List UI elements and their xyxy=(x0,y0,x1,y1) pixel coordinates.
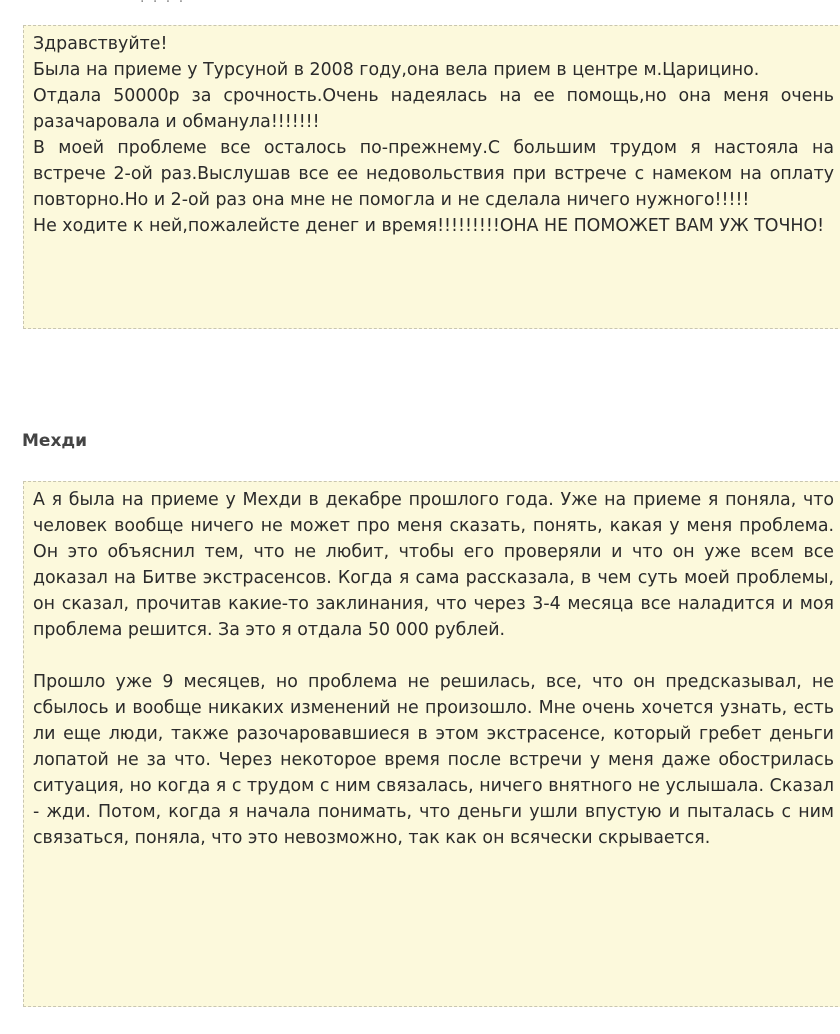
post-2-author: Мехди xyxy=(22,431,88,451)
post-1-line-1: Здравствуйте! xyxy=(33,34,168,54)
post-1-line-3: Отдала 50000р за срочность.Очень надеялась на ее помощь,но она меня очень разачаровала и обманула!!!!!!! xyxy=(33,86,834,132)
cut-off-header-text: · · · · xyxy=(140,0,186,10)
post-2-paragraph-2: Прошло уже 9 месяцев, но проблема не решилась, все, что он предсказывал, не сбылось и вообще никаких изменений не произошло. Мне очень хочется узнать, есть ли еще люди, также разочаровавшиеся в этом экстрасенсе, который гребет деньги лопатой не за что. Через некоторое время после встречи у меня даже обострилась ситуация, но когда я с трудом с ним связалась, ничего внятного не услышала. Сказал - жди. Потом, когда я начала понимать, что деньги ушли впустую и пыталась с ним связаться, поняла, что это невозможно, так как он всячески скрывается. xyxy=(33,672,834,848)
review-post-2 xyxy=(23,481,840,1007)
post-1-line-5: Не ходите к ней,пожалейсте денег и время!!!!!!!!!ОНА НЕ ПОМОЖЕТ ВАМ УЖ ТОЧНО! xyxy=(33,216,825,236)
post-2-paragraph-1: А я была на приеме у Мехди в декабре прошлого года. Уже на приеме я поняла, что человек вообще ничего не может про меня сказать, понять, какая у меня проблема. Он это объяснил тем, что не любит, чтобы его проверяли и что он уже всем все доказал на Битве экстрасенсов. Когда я сама рассказала, в чем суть моей проблемы, он сказал, прочитав какие-то заклинания, что через 3-4 месяца все наладится и моя проблема решится. За это я отдала 50 000 рублей. xyxy=(33,490,834,640)
review-post-1 xyxy=(23,25,840,329)
post-1-line-2: Была на приеме у Турсуной в 2008 году,она вела прием в центре м.Царицино. xyxy=(33,60,760,80)
post-1-line-4: В моей проблеме все осталось по-прежнему.С большим трудом я настояла на встрече 2-ой раз.Выслушав все ее недовольствия при встрече с намеком на оплату повторно.Но и 2-ой раз она мне не помогла и не сделала ничего нужного!!!!! xyxy=(33,138,834,210)
